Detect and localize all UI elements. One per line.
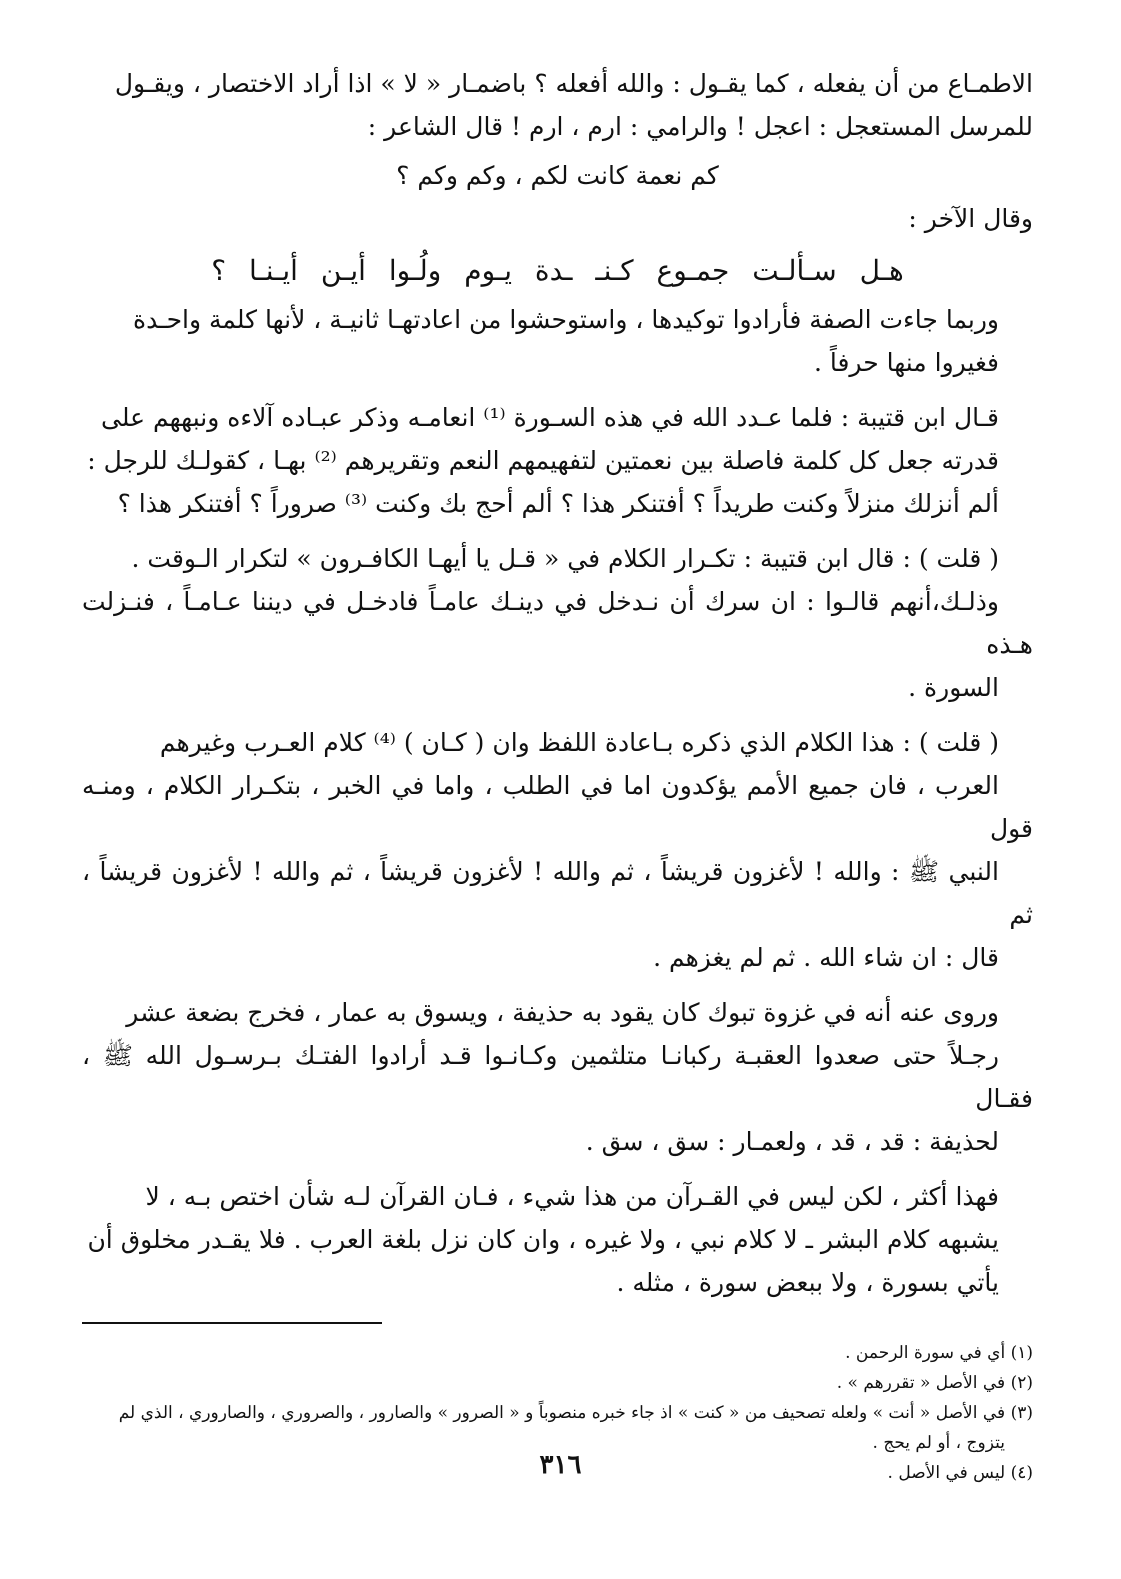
footnote-4: (٤) ليس في الأصل . (887, 1463, 1033, 1483)
footnote-3: (٣) في الأصل « أنت » ولعله تصحيف من « كنت » اذ جاء خبره منصوباً و « الصرور » والصارور ، والصروري ، والصاروري ، الذي لم (118, 1403, 1033, 1423)
footnote-2: (٢) في الأصل « تقررهم » . (836, 1373, 1033, 1393)
text-line: النبي ﷺ : والله ! لأغزون قريشاً ، ثم والله ! لأغزون قريشاً ، ثم والله ! لأغزون قريشاً ، ثم (82, 857, 1033, 929)
paragraph-3 (82, 298, 1033, 384)
paragraph-7 (82, 991, 1033, 1163)
paragraph-4 (82, 396, 1033, 525)
text-line: للمرسل المستعجل : اعجل ! والرامي : ارم ، ارم ! قال الشاعر : (367, 112, 1033, 141)
text-line: السورة . (908, 673, 999, 702)
text-line: يشبهه كلام البشر ـ لا كلام نبي ، ولا غيره ، وان كان نزل بلغة العرب . فلا يقـدر مخلوق أن (87, 1225, 999, 1254)
text-line: فهذا أكثر ، لكن ليس في القـرآن من هذا شيء ، فـان القرآن لـه شأن اختص بـه ، لا (145, 1182, 999, 1211)
text-line: العرب ، فان جميع الأمم يؤكدون اما في الطلب ، واما في الخبر ، بتكـرار الكلام ، ومنـه قول (82, 771, 1033, 843)
text-line: رجـلاً حتى صعدوا العقبـة ركبانـا متلثمين وكـانـوا قـد أرادوا الفتـك بـرسـول الله ﷺ ، فقـال (82, 1041, 1033, 1113)
text-line: ألم أنزلك منزلاً وكنت طريداً ؟ أفتنكر هذا ؟ ألم أحج بك وكنت ⁽³⁾ صروراً ؟ أفتنكر هذا ؟ (117, 489, 999, 518)
paragraph-1 (82, 62, 1033, 148)
text-line: لحذيفة : قد ، قد ، ولعمـار : سق ، سق . (585, 1127, 999, 1156)
verse-1: كم نعمة كانت لكم ، وكم وكم ؟ (396, 161, 719, 190)
text-line: ( قلت ) : هذا الكلام الذي ذكره بـاعادة اللفظ وان ( كـان ) ⁽⁴⁾ كلام العـرب وغيرهم (159, 728, 999, 757)
footnote-divider (82, 1322, 382, 1324)
page-number: ٣١٦ (539, 1450, 582, 1480)
text-line: وذلـك،أنهم قالـوا : ان سرك أن نـدخل في دينـك عامـاً فادخـل في ديننا عـامـاً ، فنـزلت هـذه (82, 587, 1033, 659)
paragraph-5 (82, 537, 1033, 709)
paragraph-8 (82, 1175, 1033, 1304)
text-line: قـال ابن قتيبة : فلما عـدد الله في هذه السـورة ⁽¹⁾ انعامـه وذكر عبـاده آلاءه ونبههم على (101, 403, 999, 432)
footnote-3-continuation: يتزوج ، أو لم يحج . (872, 1433, 1005, 1453)
footnote-1: (١) أي في سورة الرحمن . (845, 1343, 1033, 1363)
text-line: ( قلت ) : قال ابن قتيبة : تكـرار الكلام في « قـل يا أيهـا الكافـرون » لتكرار الـوقت . (131, 544, 999, 573)
text-line: فغيروا منها حرفاً . (813, 348, 999, 377)
paragraph-6 (82, 721, 1033, 979)
text-line: وربما جاءت الصفة فأرادوا توكيدها ، واستوحشوا من اعادتهـا ثانيـة ، لأنها كلمة واحـدة (133, 305, 999, 334)
text-line: يأتي بسورة ، ولا ببعض سورة ، مثله . (616, 1268, 999, 1297)
text-line: قال : ان شاء الله . ثم لم يغزهم . (653, 943, 999, 972)
text-line: الاطمـاع من أن يفعله ، كما يقـول : والله أفعله ؟ باضمـار « لا » اذا أراد الاختصار ، ويقـول (114, 69, 1033, 98)
text-line: قدرته جعل كل كلمة فاصلة بين نعمتين لتفهيمهم النعم وتقريرهم ⁽²⁾ بهـا ، كقولـك للرجل : (87, 446, 999, 475)
text-line: وروى عنه أنه في غزوة تبوك كان يقود به حذيفة ، ويسوق به عمار ، فخرج بضعة عشر (126, 998, 999, 1027)
verse-2: هـل سـألـت جمـوع كـنـ ـدة يـوم ولُـوا أيـن أيـنـا ؟ (211, 254, 904, 287)
paragraph-2: وقال الآخر : (908, 204, 1033, 233)
